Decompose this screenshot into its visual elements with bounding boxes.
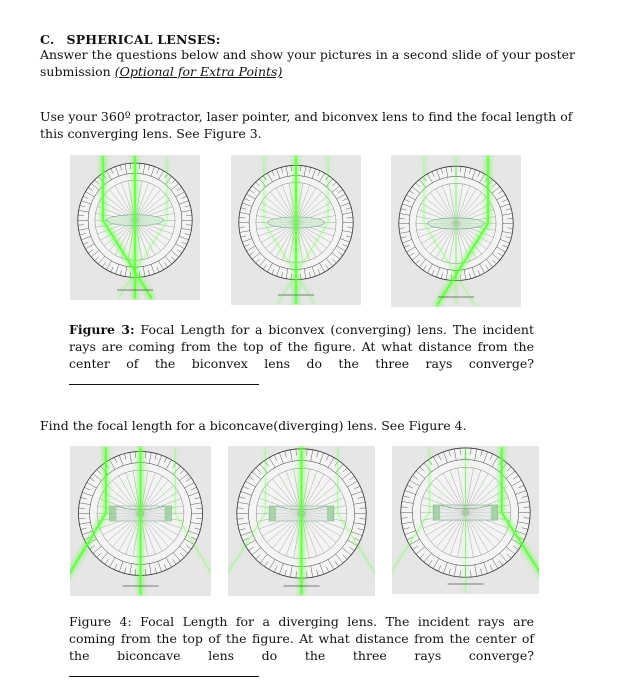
figure4-caption	[69, 613, 534, 681]
intro-text: Answer the questions below and show your pictures in a second slide of your poster submission	[40, 47, 575, 79]
figure4-caption-text: Figure 4: Focal Length for a diverging lens. The incident rays are coming from the top of the figure. At what distance from the center of the biconcave lens do the three rays converge?	[69, 614, 534, 663]
figure3-photo-3	[391, 155, 521, 307]
section-title: SPHERICAL LENSES:	[66, 32, 221, 47]
figure4-photo-1	[70, 446, 211, 596]
diverging-answer-blank[interactable]	[69, 665, 259, 677]
section-number: C.	[40, 32, 55, 47]
converging-instruction: Use your 360º protractor, laser pointer, and biconvex lens to find the focal length of this converging lens. See Figure 3.	[40, 109, 573, 141]
figure4-photo-3	[392, 446, 539, 594]
figure3-caption	[69, 321, 534, 389]
figure3-label: Figure 3:	[69, 322, 135, 337]
section-intro	[40, 46, 575, 80]
converging-answer-blank[interactable]	[69, 373, 259, 385]
figure3-caption-text: Focal Length for a biconvex (converging) lens. The incident rays are coming from the top of the figure. At what distance from the center of the biconvex lens do the three rays converge?	[69, 322, 535, 371]
figure3-photo-2	[231, 155, 361, 305]
figure3-photo-1	[70, 155, 200, 300]
optional-note: (Optional for Extra Points)	[114, 64, 283, 79]
diverging-instruction: Find the focal length for a biconcave(diverging) lens. See Figure 4.	[40, 418, 467, 433]
figure4-photo-2	[228, 446, 375, 596]
